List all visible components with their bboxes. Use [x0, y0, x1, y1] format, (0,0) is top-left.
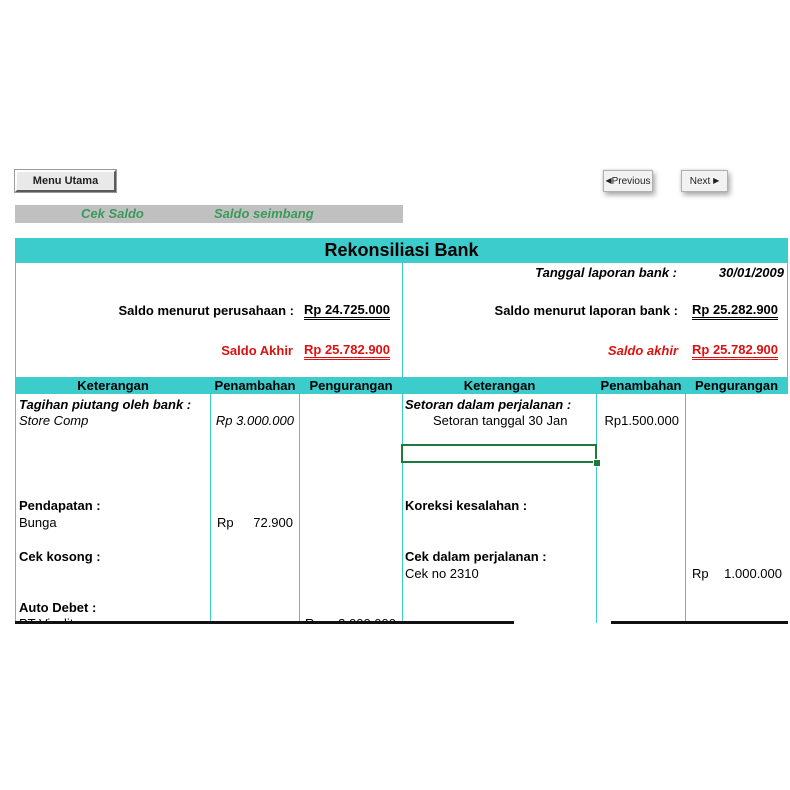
- bounced-check-section-label: Cek kosong :: [19, 549, 101, 564]
- column-header-right-pengurangan: Pengurangan: [694, 378, 779, 393]
- grid-center-divider: [402, 263, 403, 623]
- deposit-amount[interactable]: Rp1.500.000: [604, 413, 679, 428]
- company-end-balance-label: Saldo Akhir: [221, 343, 293, 358]
- balance-check-result: Saldo seimbang: [214, 206, 314, 221]
- income-section-label: Pendapatan :: [19, 498, 101, 513]
- column-header-left-keterangan: Keterangan: [77, 378, 149, 393]
- collection-item[interactable]: Store Comp: [19, 413, 89, 428]
- company-balance-value[interactable]: [304, 302, 390, 317]
- autodebit-section-label: Auto Debet :: [19, 600, 97, 615]
- deposit-item[interactable]: Setoran tanggal 30 Jan: [433, 413, 568, 428]
- bank-balance-amount: Rp 25.282.900: [692, 302, 778, 320]
- grid-line-right-add: [596, 394, 597, 623]
- company-balance-label: Saldo menurut perusahaan :: [118, 303, 294, 318]
- grid-line-left-sub: [299, 394, 300, 623]
- column-header-right-keterangan: Keterangan: [463, 378, 536, 393]
- grid-right-border: [787, 263, 788, 377]
- next-label: Next: [689, 176, 711, 187]
- column-header-left-penambahan: Penambahan: [214, 378, 296, 393]
- next-arrow-icon: ▶: [713, 176, 720, 185]
- balance-check-bar: [15, 205, 403, 223]
- bottom-edge-bar-left: [15, 621, 514, 624]
- report-date-value: 30/01/2009: [718, 265, 784, 280]
- income-currency[interactable]: Rp: [217, 515, 234, 530]
- outstanding-check-section-label: Cek dalam perjalanan :: [405, 549, 547, 564]
- outstanding-check-amount[interactable]: 1.000.000: [724, 566, 782, 581]
- company-balance-amount: Rp 24.725.000: [304, 302, 390, 320]
- previous-label: Previous: [611, 176, 651, 187]
- correction-section-label: Koreksi kesalahan :: [405, 498, 528, 513]
- column-header-left-pengurangan: Pengurangan: [309, 378, 393, 393]
- collection-section-label: Tagihan piutang oleh bank :: [19, 397, 192, 412]
- income-item[interactable]: Bunga: [19, 515, 57, 530]
- outstanding-check-currency[interactable]: Rp: [692, 566, 709, 581]
- viewport-clip: [0, 624, 790, 790]
- deposit-section-label: Setoran dalam perjalanan :: [405, 397, 572, 412]
- menu-utama-button[interactable]: Menu Utama: [15, 170, 116, 192]
- collection-amount[interactable]: Rp 3.000.000: [215, 413, 294, 428]
- company-end-balance-value: [304, 342, 390, 357]
- report-date-label: Tanggal laporan bank :: [535, 265, 677, 280]
- grid-line-left-add: [210, 394, 211, 623]
- bottom-edge-bar-right: [611, 621, 788, 624]
- previous-arrow-icon: ◀: [605, 176, 612, 185]
- outstanding-check-item[interactable]: Cek no 2310: [405, 566, 479, 581]
- page-title: Rekonsiliasi Bank: [15, 238, 788, 263]
- bank-balance-value[interactable]: [692, 302, 778, 317]
- previous-button[interactable]: [603, 170, 653, 192]
- fill-handle[interactable]: [593, 459, 601, 467]
- grid-left-border: [15, 263, 16, 623]
- bank-balance-label: Saldo menurut laporan bank :: [494, 303, 678, 318]
- next-button[interactable]: [681, 170, 728, 192]
- selected-cell[interactable]: [401, 444, 597, 463]
- bank-end-balance-amount: Rp 25.782.900: [692, 342, 778, 360]
- income-amount[interactable]: 72.900: [253, 515, 293, 530]
- column-header-right-penambahan: Penambahan: [600, 378, 682, 393]
- company-end-balance-amount: Rp 25.782.900: [304, 342, 390, 360]
- check-balance-label: Cek Saldo: [81, 206, 144, 221]
- bank-end-balance-label: Saldo akhir: [607, 343, 678, 358]
- bank-end-balance-value: [692, 342, 778, 357]
- grid-line-right-sub: [685, 394, 686, 623]
